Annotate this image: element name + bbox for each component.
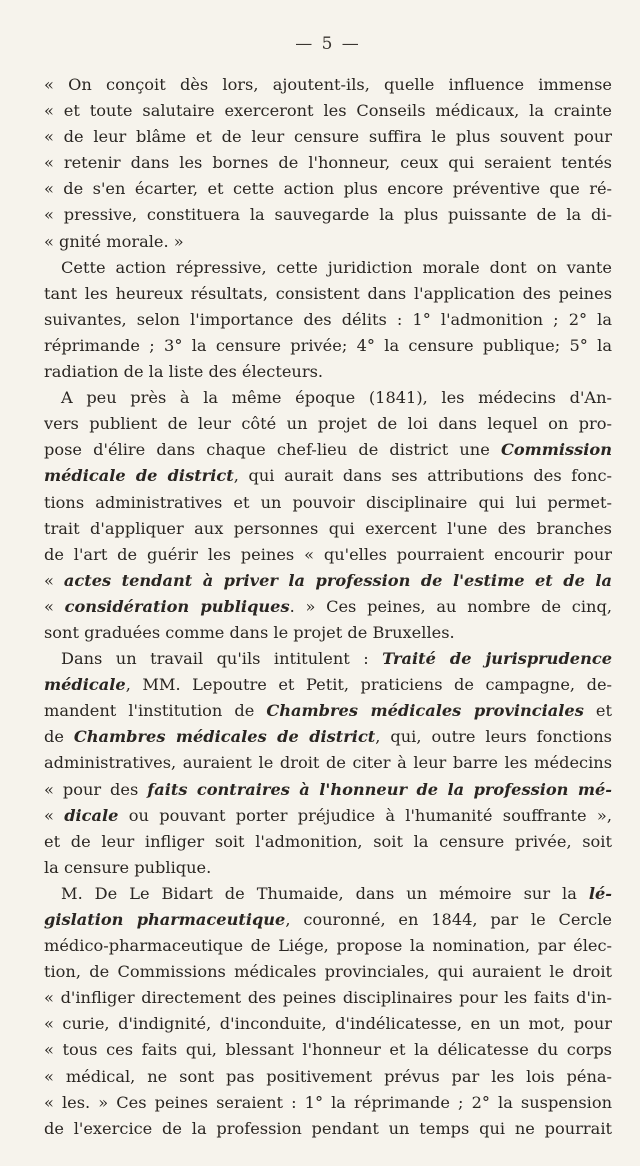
text-line (44, 881, 612, 907)
text-segment: de (44, 727, 74, 747)
page-number: — 5 — (295, 34, 361, 54)
text-line (44, 803, 612, 829)
text-line (44, 907, 612, 933)
text-segment: la censure publique. (44, 857, 212, 877)
emphasized-text: Commission (500, 440, 612, 460)
text-segment: « et toute salutaire exerceront les Conseils médicaux, la crainte (44, 101, 612, 121)
text-segment: sont graduées comme dans le projet de Bruxelles. (44, 622, 455, 642)
emphasized-text: faits contraires à l'honneur de la profession mé- (147, 779, 612, 799)
text-line (44, 1064, 612, 1090)
text-line (44, 516, 612, 542)
text-segment: « d'infliger directement des peines disciplinaires pour les faits d'in- (44, 988, 612, 1008)
text-segment: « retenir dans les bornes de l'honneur, ceux qui seraient tentés (44, 153, 612, 173)
text-segment: Dans un travail qu'ils intitulent : (61, 649, 383, 669)
emphasized-text: actes tendant à priver la profession de l'estime et de la (63, 570, 612, 590)
text-line (44, 1090, 612, 1116)
emphasized-text: Chambres médicales de district (73, 727, 376, 747)
text-segment: « (44, 805, 65, 825)
text-segment: A peu près à la même époque (1841), les médecins d'An- (61, 388, 612, 408)
text-segment: trait d'appliquer aux personnes qui exercent l'une des branches (44, 518, 612, 538)
text-segment: « (44, 570, 64, 590)
text-segment: de l'art de guérir les peines « qu'elles pourraient encourir pour (44, 544, 612, 564)
text-line (44, 1011, 612, 1037)
text-segment: pose d'élire dans chaque chef-lieu de district une (44, 440, 501, 460)
text-line (44, 255, 612, 281)
text-segment: tant les heureux résultats, consistent dans l'application des peines (44, 283, 612, 303)
text-line (44, 385, 612, 411)
text-segment: suivantes, selon l'importance des délits : 1° l'admonition ; 2° la (44, 309, 612, 329)
text-line (44, 359, 612, 385)
text-segment: mandent l'institution de (44, 701, 267, 721)
text-segment: de l'exercice de la profession pendant un temps qui ne pourrait (44, 1118, 612, 1138)
text-line (44, 829, 612, 855)
text-segment: , qui aurait dans ses attributions des fonc- (233, 466, 612, 486)
text-line (44, 150, 612, 176)
text-segment: , qui, outre leurs fonctions (375, 727, 612, 747)
emphasized-text: considération publiques (64, 596, 290, 616)
text-line (44, 307, 612, 333)
text-line (44, 542, 612, 568)
text-line (44, 281, 612, 307)
text-line (44, 333, 612, 359)
text-segment: et (583, 701, 612, 721)
text-line (44, 933, 612, 959)
text-line (44, 98, 612, 124)
text-segment: ou pouvant porter préjudice à l'humanité souffrante », (118, 805, 612, 825)
text-segment: « On conçoit dès lors, ajoutent-ils, quelle influence immense (44, 75, 612, 94)
text-segment: , MM. Lepoutre et Petit, praticiens de campagne, de- (125, 675, 612, 695)
text-line (44, 72, 612, 98)
text-segment: tions administratives et un pouvoir disciplinaire qui lui permet- (44, 492, 612, 512)
text-segment: « les. » Ces peines seraient : 1° la réprimande ; 2° la suspension (44, 1092, 612, 1112)
emphasized-text: médicale de district (44, 466, 234, 486)
text-segment: « (44, 596, 65, 616)
text-line (44, 1037, 612, 1063)
emphasized-text: lé- (588, 883, 612, 903)
text-segment: tion, de Commissions médicales provinciales, qui auraient le droit (44, 962, 612, 982)
text-segment: radiation de la liste des électeurs. (44, 362, 324, 382)
text-line (44, 229, 612, 255)
text-line (44, 724, 612, 750)
text-segment: M. De Le Bidart de Thumaide, dans un mémoire sur la (61, 883, 589, 903)
text-line (44, 490, 612, 516)
text-line (44, 646, 612, 672)
text-segment: « gnité morale. » (44, 231, 184, 251)
emphasized-text: médicale (44, 675, 126, 695)
body-text (44, 72, 612, 1142)
text-segment: « pressive, constituera la sauvegarde la plus puissante de la di- (44, 205, 612, 225)
emphasized-text: Chambres médicales provinciales (266, 701, 584, 721)
text-line (44, 202, 612, 228)
text-line (44, 124, 612, 150)
text-line (44, 176, 612, 202)
text-line (44, 750, 612, 776)
text-line (44, 437, 612, 463)
text-line (44, 594, 612, 620)
text-line (44, 463, 612, 489)
text-segment: réprimande ; 3° la censure privée; 4° la censure publique; 5° la (44, 335, 612, 355)
text-segment: , couronné, en 1844, par le Cercle (285, 910, 612, 929)
text-line (44, 568, 612, 594)
text-segment: « médical, ne sont pas positivement prévus par les lois péna- (44, 1066, 612, 1086)
text-segment: vers publient de leur côté un projet de loi dans lequel on pro- (44, 414, 612, 434)
text-segment: médico-pharmaceutique de Liége, propose la nomination, par élec- (44, 936, 612, 956)
text-segment: « pour des (44, 779, 148, 799)
emphasized-text: Traité de jurisprudence (382, 649, 612, 669)
text-line (44, 959, 612, 985)
text-segment: . » Ces peines, au nombre de cinq, (289, 596, 612, 616)
text-line (44, 672, 612, 698)
text-segment: « de leur blâme et de leur censure suffira le plus souvent pour (44, 127, 612, 147)
text-line (44, 777, 612, 803)
text-segment: « curie, d'indignité, d'inconduite, d'indélicatesse, en un mot, pour (44, 1014, 612, 1034)
text-line (44, 1116, 612, 1142)
text-segment: Cette action répressive, cette juridiction morale dont on vante (61, 257, 612, 277)
text-segment: « tous ces faits qui, blessant l'honneur et la délicatesse du corps (44, 1040, 612, 1060)
text-line (44, 411, 612, 437)
text-segment: et de leur infliger soit l'admonition, soit la censure privée, soit (44, 831, 612, 851)
text-segment: « de s'en écarter, et cette action plus encore préventive que ré- (44, 179, 612, 199)
text-line (44, 855, 612, 881)
text-line (44, 698, 612, 724)
text-segment: administratives, auraient le droit de citer à leur barre les médecins (44, 753, 612, 773)
emphasized-text: dicale (64, 805, 119, 825)
text-line (44, 985, 612, 1011)
emphasized-text: gislation pharmaceutique (44, 910, 286, 929)
text-line (44, 620, 612, 646)
